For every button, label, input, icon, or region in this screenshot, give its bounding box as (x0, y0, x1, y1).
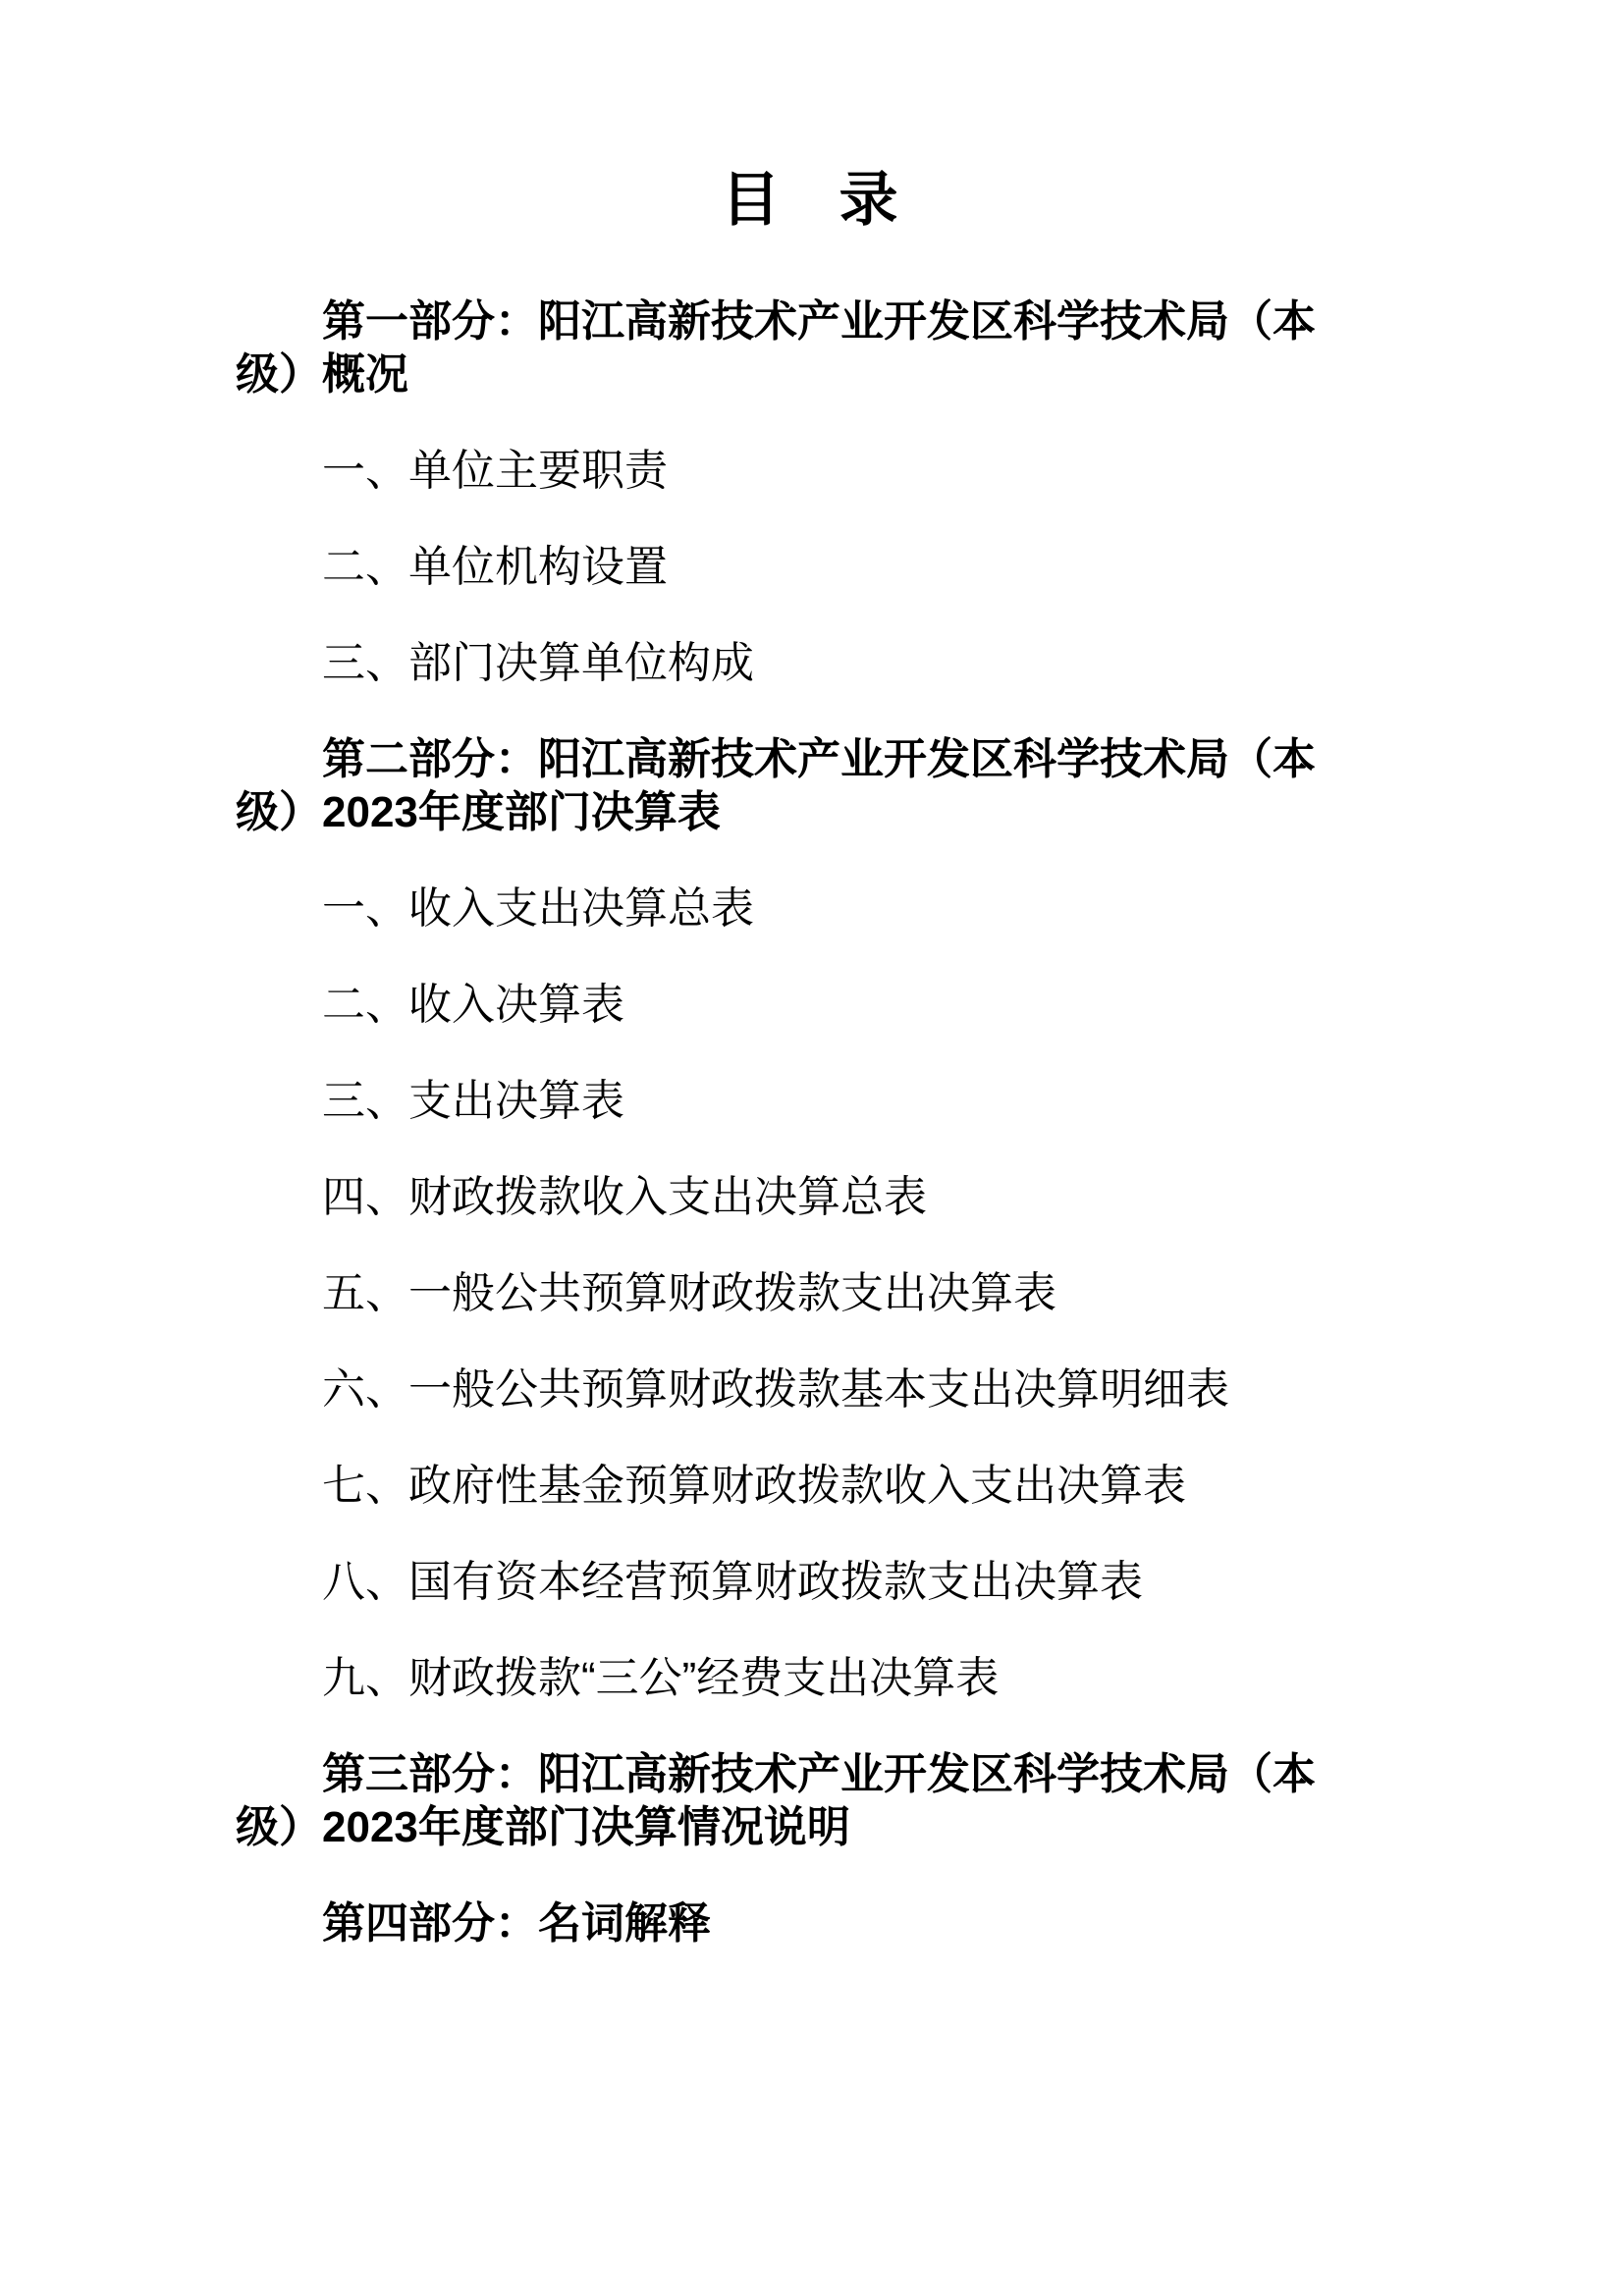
toc-section-3 (236, 1748, 1383, 1854)
section-heading-line: 级）2023年度部门决算表 (236, 788, 721, 836)
section-heading (236, 1897, 1383, 1950)
toc-item: 一、单位主要职责 (322, 447, 668, 495)
toc-item: 五、一般公共预算财政拨款支出决算表 (322, 1269, 1056, 1317)
section-heading (236, 733, 1383, 839)
section-heading-line: 级）2023年度部门决算情况说明 (236, 1803, 850, 1851)
page-title: 目 录 (721, 167, 898, 233)
toc-item: 三、支出决算表 (322, 1077, 624, 1125)
toc-item: 七、政府性基金预算财政拨款收入支出决算表 (322, 1462, 1186, 1510)
section-heading-line: 第三部分：阳江高新技术产业开发区科学技术局（本 (322, 1750, 1316, 1798)
section-heading-line: 第四部分：名词解释 (322, 1899, 711, 1948)
toc-item: 二、单位机构设置 (322, 543, 668, 591)
toc-item: 六、一般公共预算财政拨款基本支出决算明细表 (322, 1365, 1229, 1414)
toc-section-2 (236, 733, 1383, 1705)
toc-item: 九、财政拨款“三公”经费支出决算表 (322, 1654, 1000, 1702)
section-heading (236, 1748, 1383, 1854)
toc-item: 一、收入支出决算总表 (322, 884, 754, 933)
toc-item: 二、收入决算表 (322, 981, 624, 1029)
section-heading-line: 第一部分：阳江高新技术产业开发区科学技术局（本 (322, 297, 1316, 346)
section-heading-line: 第二部分：阳江高新技术产业开发区科学技术局（本 (322, 735, 1316, 783)
section-heading (236, 295, 1383, 401)
toc-item: 三、部门决算单位构成 (322, 639, 754, 687)
toc-section-1 (236, 295, 1383, 690)
section-heading-line: 级）概况 (236, 350, 408, 399)
toc-item: 八、国有资本经营预算财政拨款支出决算表 (322, 1558, 1143, 1606)
toc-section-4 (236, 1897, 1383, 1950)
toc-item: 四、财政拨款收入支出决算总表 (322, 1173, 927, 1221)
